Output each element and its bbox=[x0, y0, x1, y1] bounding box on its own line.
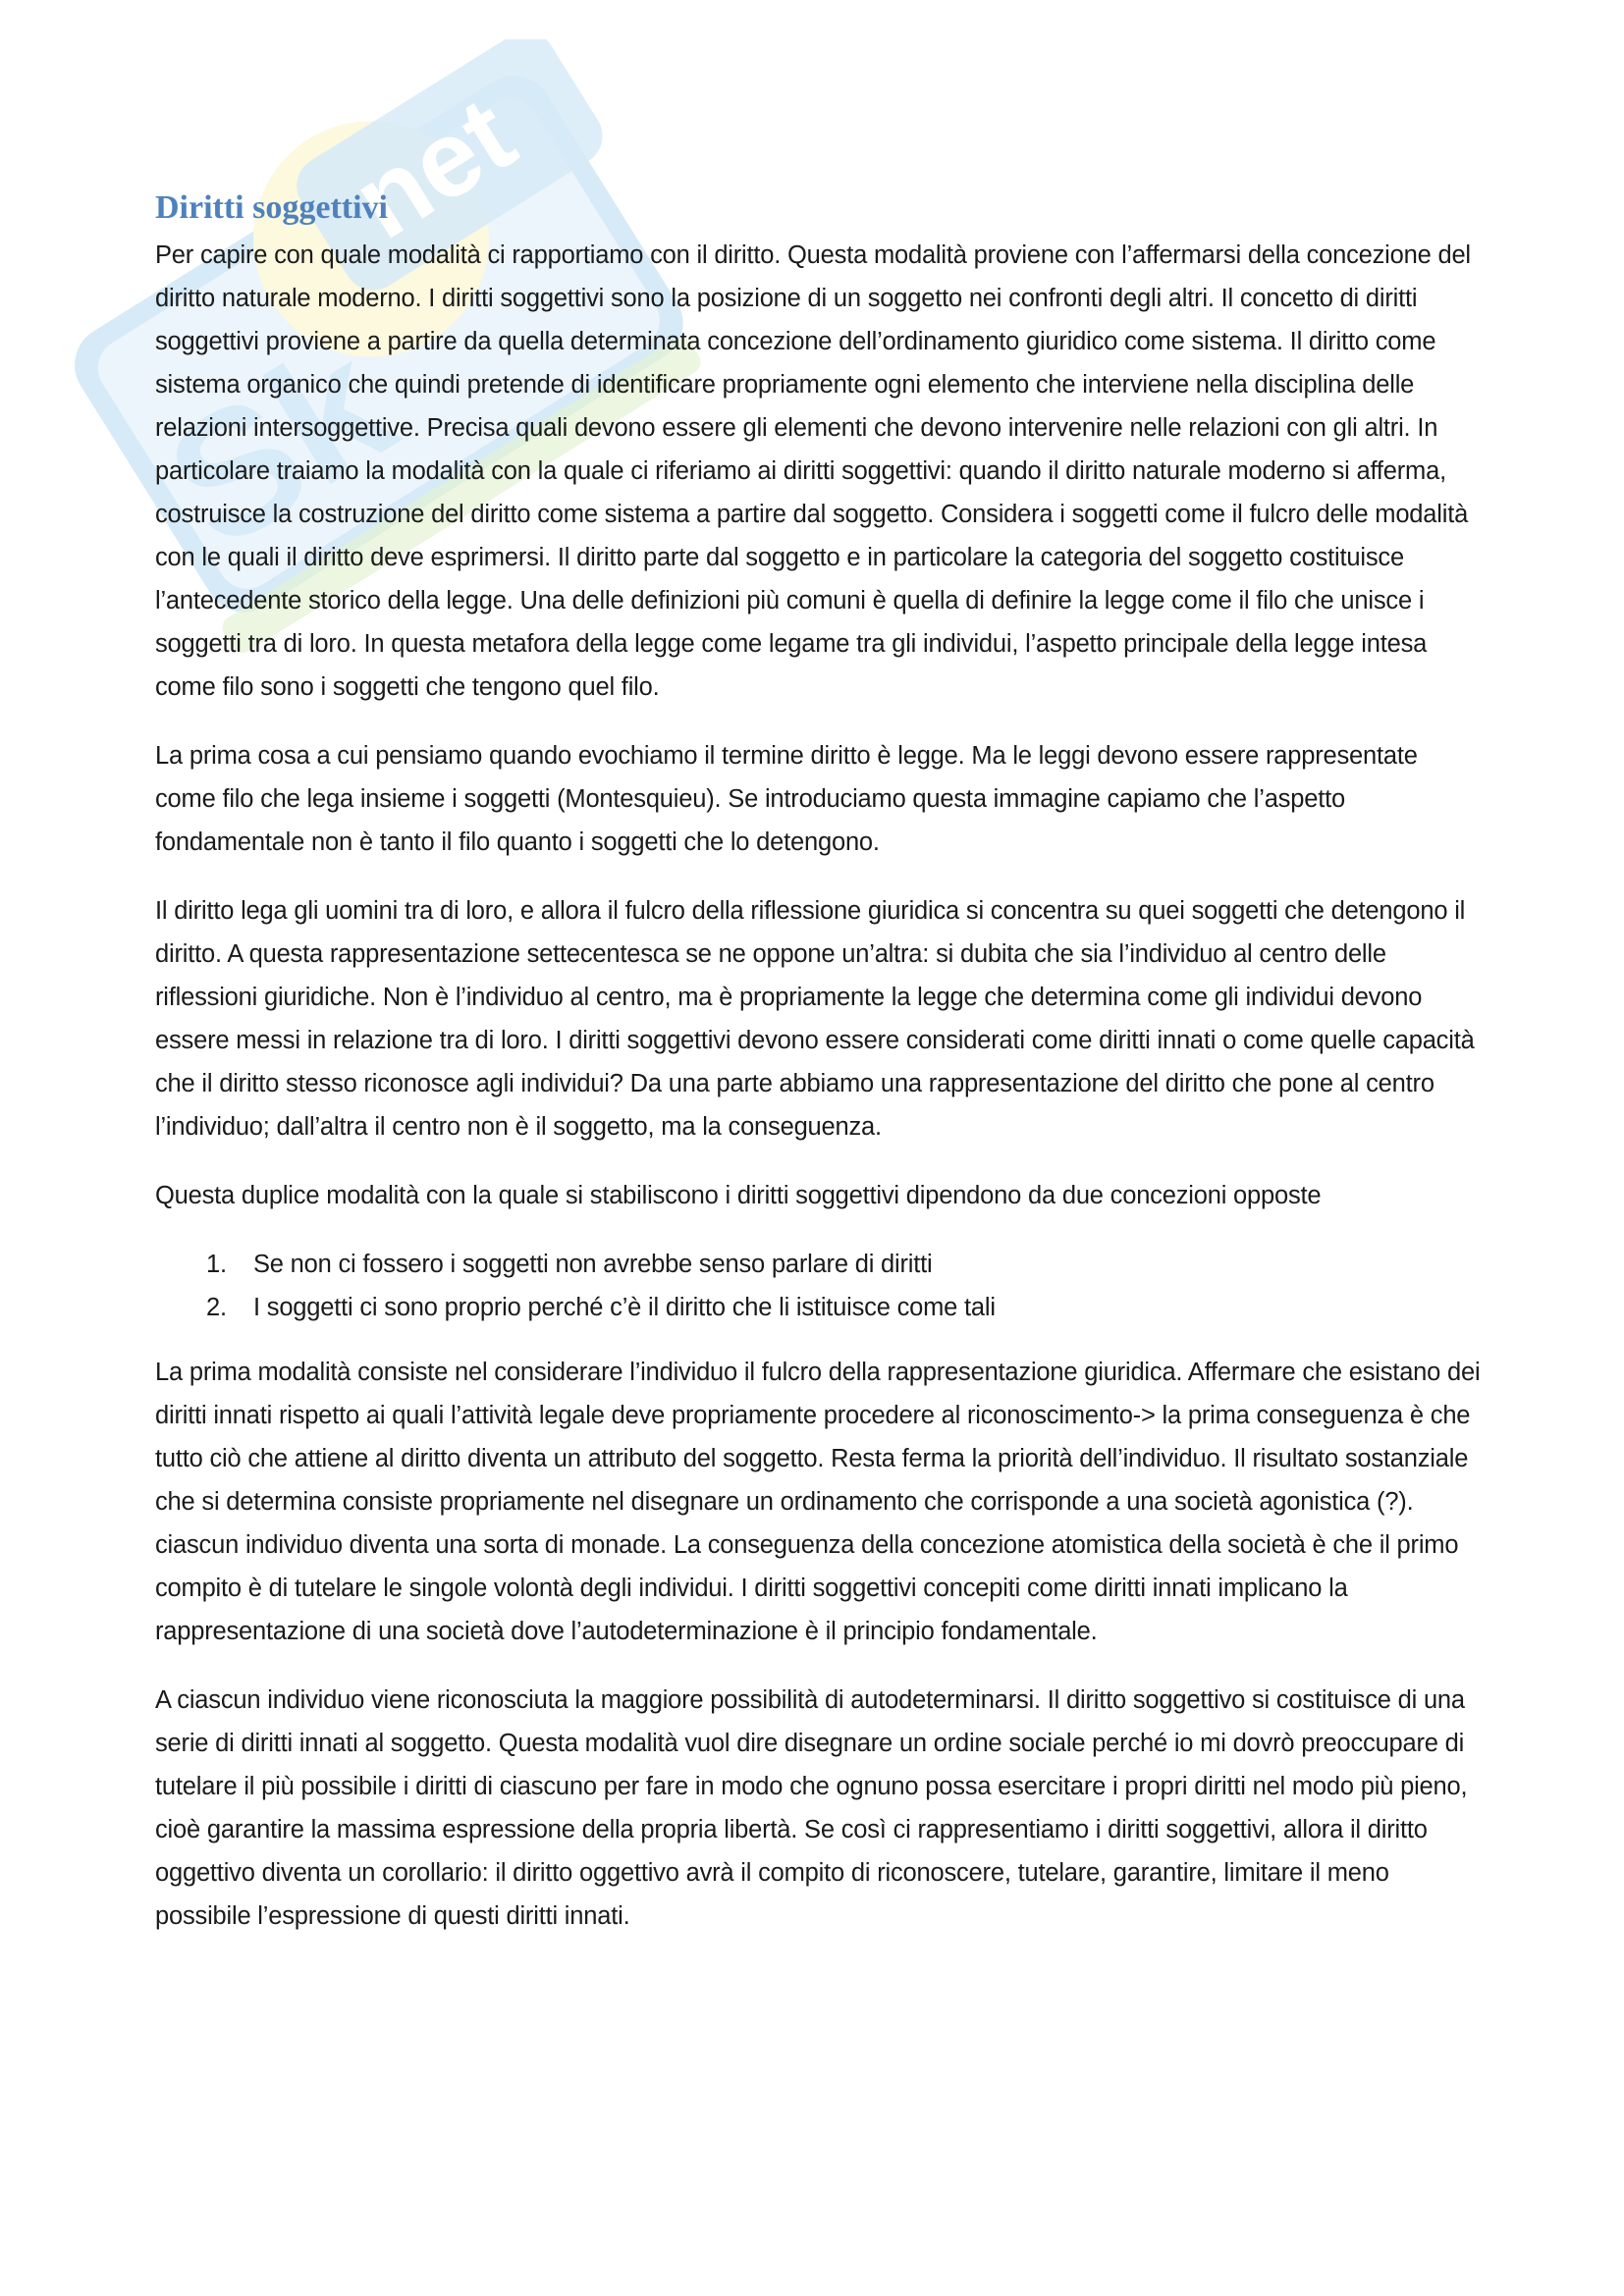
paragraph-4: Questa duplice modalità con la quale si stabiliscono i diritti soggettivi dipendono da due concezioni opposte bbox=[155, 1182, 1322, 1209]
paragraph-2: La prima cosa a cui pensiamo quando evochiamo il termine diritto è legge. Ma le leggi devono essere rappresentate come filo che lega insieme i soggetti (Montesquieu). Se introduciamo questa immagine capiamo che l’aspetto fondamentale non è tanto il filo quanto i soggetti che lo detengono. bbox=[155, 742, 1418, 856]
list-item bbox=[155, 1243, 1483, 1286]
document-content bbox=[155, 187, 1483, 1963]
svg-text:Sk: Sk bbox=[135, 303, 424, 586]
paragraph-3: Il diritto lega gli uomini tra di loro, e allora il fulcro della riflessione giuridica si concentra su quei soggetti che detengono il diritto. A questa rappresentazione settecentesca se ne oppone un’altra: si dubita che sia l’individuo al centro delle riflessioni giuridiche. Non è l’individuo al centro, ma è propriamente la legge che determina come gli individui devono essere messi in relazione tra di loro. I diritti soggettivi devono essere considerati come diritti innati o come quelle capacità che il diritto stesso riconosce agli individui? Da una parte abbiamo una rappresentazione del diritto che pone al centro l’individuo; dall’altra il centro non è il soggetto, ma la conseguenza. bbox=[155, 897, 1475, 1141]
list-item-number: 1. bbox=[206, 1251, 227, 1278]
list-item-text: Se non ci fossero i soggetti non avrebbe senso parlare di diritti bbox=[253, 1251, 933, 1278]
list-item-text: I soggetti ci sono proprio perché c’è il diritto che li istituisce come tali bbox=[253, 1294, 996, 1321]
paragraph-5: La prima modalità consiste nel considerare l’individuo il fulcro della rappresentazione giuridica. Affermare che esistano dei diritti innati rispetto ai quali l’attività legale deve propriamente procedere al riconoscimento-> la prima conseguenza è che tutto ciò che attiene al diritto diventa un attributo del soggetto. Resta ferma la priorità dell’individuo. Il risultato sostanziale che si determina consiste propriamente nel disegnare un ordinamento che corrisponde a una società agonistica (?). ciascun individuo diventa una sorta di monade. La conseguenza della concezione atomistica della società è che il primo compito è di tutelare le singole volontà degli individui. I diritti soggettivi concepiti come diritti innati implicano la rappresentazione di una società dove l’autodeterminazione è il principio fondamentale. bbox=[155, 1359, 1481, 1645]
list-item bbox=[155, 1286, 1483, 1329]
numbered-list bbox=[155, 1243, 1483, 1329]
document-title: Diritti soggettivi bbox=[155, 189, 388, 226]
svg-text:net: net bbox=[333, 74, 535, 262]
list-item-number: 2. bbox=[206, 1294, 227, 1321]
paragraph-6: A ciascun individuo viene riconosciuta la maggiore possibilità di autodeterminarsi. Il diritto soggettivo si costituisce di una serie di diritti innati al soggetto. Questa modalità vuol dire disegnare un ordine sociale perché io mi dovrò preoccupare di tutelare il più possibile i diritti di ciascuno per fare in modo che ognuno possa esercitare i propri diritti nel modo più pieno, cioè garantire la massima espressione della propria libertà. Se così ci rappresentiamo i diritti soggettivi, allora il diritto oggettivo diventa un corollario: il diritto oggettivo avrà il compito di riconoscere, tutelare, garantire, limitare il meno possibile l’espressione di questi diritti innati. bbox=[155, 1686, 1468, 1930]
paragraph-1: Per capire con quale modalità ci rapportiamo con il diritto. Questa modalità proviene con l’affermarsi della concezione del diritto naturale moderno. I diritti soggettivi sono la posizione di un soggetto nei confronti degli altri. Il concetto di diritti soggettivi proviene a partire da quella determinata concezione dell’ordinamento giuridico come sistema. Il diritto come sistema organico che quindi pretende di identificare propriamente ogni elemento che interviene nella disciplina delle relazioni intersoggettive. Precisa quali devono essere gli elementi che devono intervenire nelle relazioni con gli altri. In particolare traiamo la modalità con la quale ci riferiamo ai diritti soggettivi: quando il diritto naturale moderno si afferma, costruisce la costruzione del diritto come sistema a partire dal soggetto. Considera i soggetti come il fulcro delle modalità con le quali il diritto deve esprimersi. Il diritto parte dal soggetto e in particolare la categoria del soggetto costituisce l’antecedente storico della legge. Una delle definizioni più comuni è quella di definire la legge come il filo che unisce i soggetti tra di loro. In questa metafora della legge come legame tra gli individui, l’aspetto principale della legge intesa come filo sono i soggetti che tengono quel filo. bbox=[155, 241, 1471, 701]
